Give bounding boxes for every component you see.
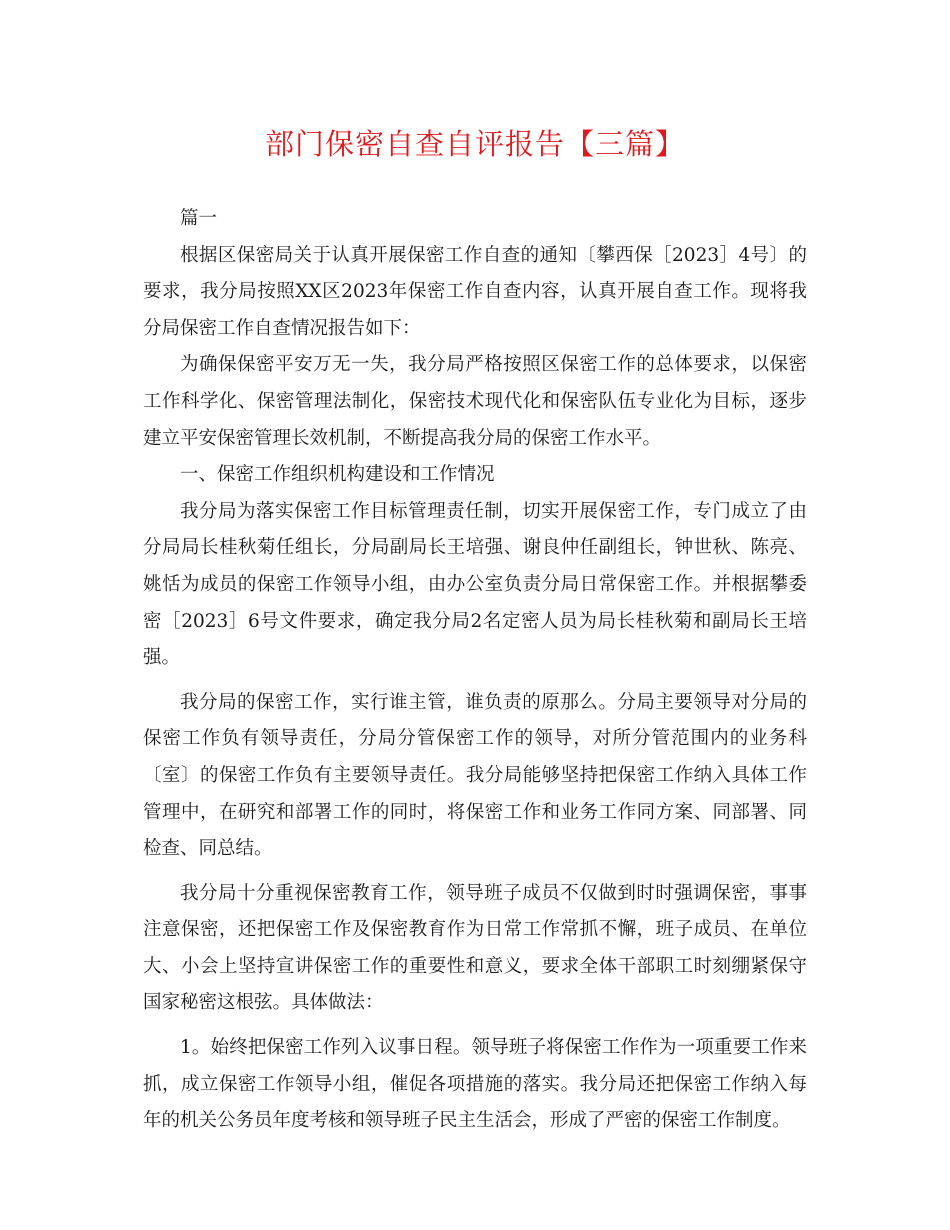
paragraph-education: 我分局十分重视保密教育工作，领导班子成员不仅做到时时强调保密，事事注意保密，还把保密工作及保密教育作为日常工作常抓不懈，班子成员、在单位大、小会上坚持宣讲保密工作的重要性和意义，要求全体干部职工时刻绷紧保守国家秘密这根弦。具体做法：	[143, 882, 807, 1014]
section-heading-organization: 一、保密工作组织机构建设和工作情况	[180, 464, 495, 486]
document-body	[143, 201, 807, 1140]
paragraph-agenda: 1。始终把保密工作列入议事日程。领导班子将保密工作作为一项重要工作来抓，成立保密工作领导小组，催促各项措施的落实。我分局还把保密工作纳入每年的机关公务员年度考核和领导班子民主生活会，形成了严密的保密工作制度。	[143, 1037, 807, 1132]
section-heading-part-one: 篇一	[180, 208, 218, 229]
paragraph-intro: 根据区保密局关于认真开展保密工作自查的通知〔攀西保［2023］4号〕的要求，我分局按照XX区2023年保密工作自查内容，认真开展自查工作。现将我分局保密工作自查情况报告如下：	[143, 244, 807, 339]
paragraph-responsibility: 我分局的保密工作，实行谁主管，谁负责的原那么。分局主要领导对分局的保密工作负有领导责任，分局分管保密工作的领导，对所分管范围内的业务科〔室〕的保密工作负有主要领导责任。我分局能够坚持把保密工作纳入具体工作管理中，在研究和部署工作的同时，将保密工作和业务工作同方案、同部署、同检查、同总结。	[143, 691, 807, 860]
paragraph-goal: 为确保保密平安万无一失，我分局严格按照区保密工作的总体要求，以保密工作科学化、保密管理法制化，保密技术现代化和保密队伍专业化为目标，逐步建立平安保密管理长效机制，不断提高我分局的保密工作水平。	[143, 354, 807, 449]
paragraph-organization: 我分局为落实保密工作目标管理责任制，切实开展保密工作，专门成立了由分局局长桂秋菊任组长，分局副局长王培强、谢良仲任副组长，钟世秋、陈亮、姚恬为成员的保密工作领导小组，由办公室负责分局日常保密工作。并根据攀委密［2023］6号文件要求，确定我分局2名定密人员为局长桂秋菊和副局长王培强。	[143, 500, 807, 669]
document-title: 部门保密自查自评报告【三篇】	[264, 127, 685, 161]
